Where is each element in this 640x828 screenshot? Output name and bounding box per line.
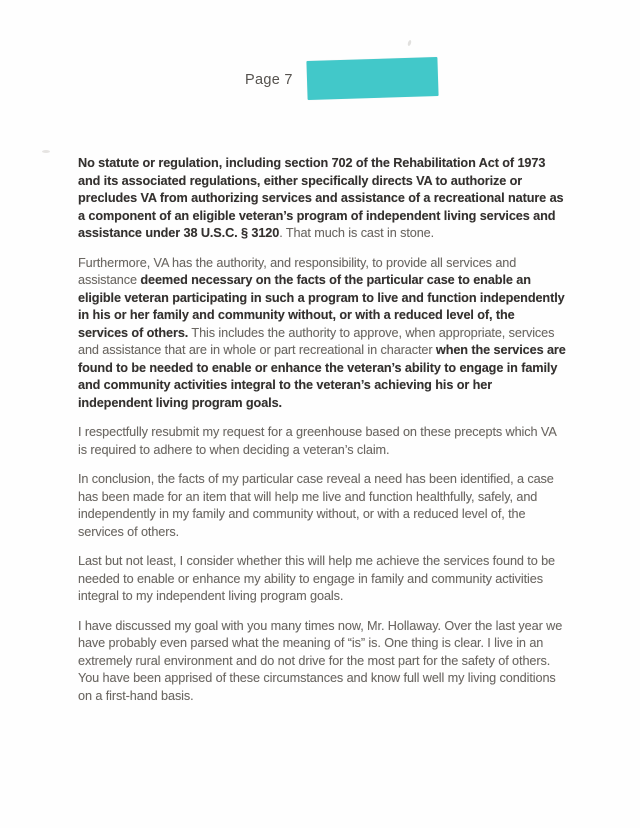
paragraph: [78, 553, 568, 606]
text-run: In conclusion, the facts of my particular case reveal a need has been identified, a case has been made for an item that will help me live and function healthfully, safely, and independently in my family and community without, or with a reduced level of, the services of others.: [78, 472, 554, 539]
bold-text-run: deemed necessary on the facts of the particular case to enable an eligible veteran participating in such a program to live and function independently in his or her family and community without, or with a reduced level of, the services of others.: [78, 273, 565, 340]
scan-artifact: [407, 40, 412, 47]
paragraph: [78, 155, 568, 243]
text-run: Last but not least, I consider whether this will help me achieve the services found to be needed to enable or enhance my ability to engage in family and community activities integral to my independent living program goals.: [78, 554, 556, 603]
paragraph: [78, 255, 568, 413]
scan-artifact: [42, 150, 50, 153]
page-number-label: Page 7: [245, 72, 293, 88]
text-run: This includes the authority to approve, when appropriate, services and assistance that are in whole or part recreational in character: [78, 325, 555, 357]
text-run: Furthermore, VA has the authority, and responsibility, to provide all services and assistance: [78, 255, 517, 287]
text-run: . That much is cast in stone.: [279, 226, 435, 240]
text-run: I have discussed my goal with you many times now, Mr. Hollaway. Over the last year we have probably even parsed what the meaning of “is” is. One thing is clear. I live in an extremely rural environment and do not drive for the most part for the safety of others. You have been apprised of these circumstances and know full well my living conditions on a first-hand basis.: [78, 618, 563, 703]
redaction-box: [306, 57, 438, 100]
bold-text-run: No statute or regulation, including section 702 of the Rehabilitation Act of 1973 and its associated regulations, either specifically directs VA to authorize or precludes VA from authorizing services and assistance of a recreational nature as a component of an eligible veteran’s program of independent living services and assistance under 38 U.S.C. § 3120: [78, 156, 564, 240]
bold-text-run: when the services are found to be needed to enable or enhance the veteran’s ability to engage in family and community activities integral to the veteran’s achieving his or her independent living program goals.: [78, 343, 566, 410]
text-run: I respectfully resubmit my request for a greenhouse based on these precepts which VA is required to adhere to when deciding a veteran’s claim.: [78, 425, 556, 457]
page-header: [245, 70, 293, 90]
document-body: [78, 155, 568, 717]
paragraph: [78, 471, 568, 541]
paragraph: [78, 424, 568, 459]
paragraph: [78, 618, 568, 706]
